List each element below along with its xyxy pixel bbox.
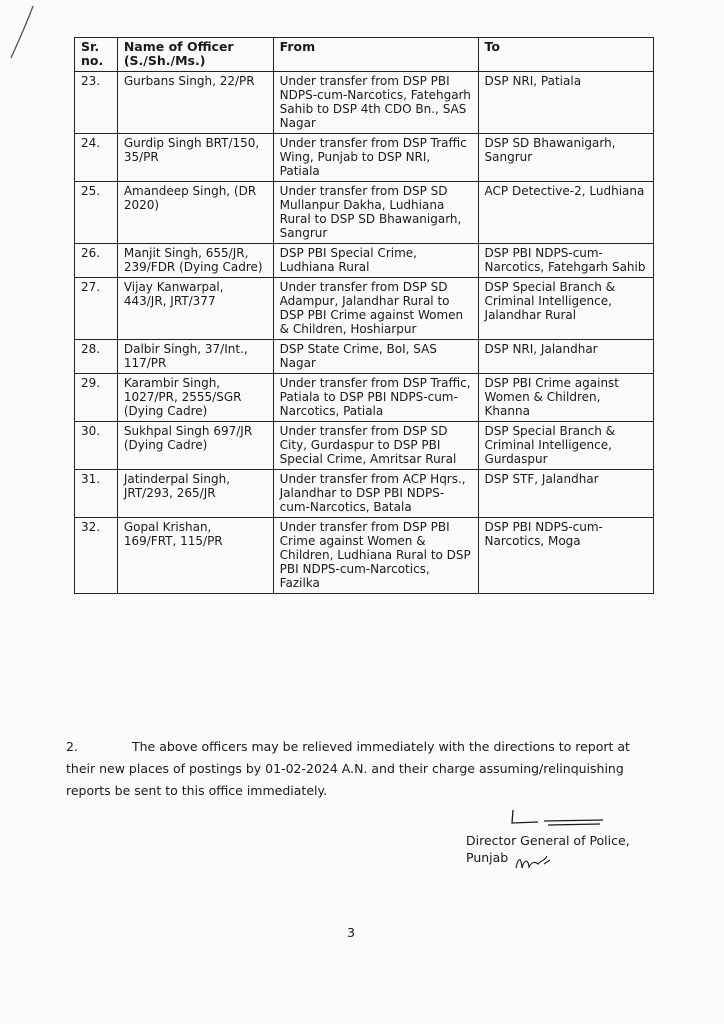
header-officer-name: Name of Officer (S./Sh./Ms.) xyxy=(117,38,273,72)
cell-officer-name: Vijay Kanwarpal, 443/JR, JRT/377 xyxy=(117,278,273,340)
cell-sr-no: 24. xyxy=(75,134,118,182)
cell-to: DSP Special Branch & Criminal Intelligence, Jalandhar Rural xyxy=(478,278,653,340)
header-sr-no: Sr. no. xyxy=(75,38,118,72)
table-row xyxy=(75,422,654,470)
pen-stroke-mark xyxy=(0,0,40,70)
page-number: 3 xyxy=(347,925,355,940)
cell-officer-name: Karambir Singh, 1027/PR, 2555/SGR (Dying Cadre) xyxy=(117,374,273,422)
table-body xyxy=(75,72,654,594)
cell-to: DSP SD Bhawanigarh, Sangrur xyxy=(478,134,653,182)
cell-from: Under transfer from DSP SD Mullanpur Dakha, Ludhiana Rural to DSP SD Bhawanigarh, Sangrur xyxy=(273,182,478,244)
cell-to: DSP PBI NDPS-cum-Narcotics, Moga xyxy=(478,518,653,594)
header-from: From xyxy=(273,38,478,72)
cell-sr-no: 32. xyxy=(75,518,118,594)
cell-to: DSP NRI, Jalandhar xyxy=(478,340,653,374)
paragraph-text: The above officers may be relieved immediately with the directions to report at their new places of postings by 01-02-2024 A.N. and their charge assuming/relinquishing reports be sent to this office immediately. xyxy=(66,739,630,798)
cell-sr-no: 27. xyxy=(75,278,118,340)
table-row xyxy=(75,244,654,278)
paragraph-number: 2. xyxy=(66,739,78,754)
cell-sr-no: 30. xyxy=(75,422,118,470)
cell-to: DSP PBI NDPS-cum-Narcotics, Fatehgarh Sahib xyxy=(478,244,653,278)
cell-sr-no: 29. xyxy=(75,374,118,422)
cell-officer-name: Sukhpal Singh 697/JR (Dying Cadre) xyxy=(117,422,273,470)
cell-to: DSP Special Branch & Criminal Intelligence, Gurdaspur xyxy=(478,422,653,470)
cell-officer-name: Gopal Krishan, 169/FRT, 115/PR xyxy=(117,518,273,594)
table-header-row xyxy=(75,38,654,72)
table-row xyxy=(75,278,654,340)
cell-from: Under transfer from DSP SD City, Gurdaspur to DSP PBI Special Crime, Amritsar Rural xyxy=(273,422,478,470)
cell-officer-name: Dalbir Singh, 37/Int., 117/PR xyxy=(117,340,273,374)
table-row xyxy=(75,72,654,134)
cell-sr-no: 31. xyxy=(75,470,118,518)
table-row xyxy=(75,340,654,374)
cell-from: Under transfer from DSP PBI Crime against Women & Children, Ludhiana Rural to DSP PBI NDPS-cum-Narcotics, Fazilka xyxy=(273,518,478,594)
cell-from: Under transfer from DSP Traffic, Patiala to DSP PBI NDPS-cum-Narcotics, Patiala xyxy=(273,374,478,422)
cell-officer-name: Manjit Singh, 655/JR, 239/FDR (Dying Cadre) xyxy=(117,244,273,278)
cell-to: DSP PBI Crime against Women & Children, Khanna xyxy=(478,374,653,422)
signatory-designation: Director General of Police, xyxy=(466,833,630,848)
cell-to: ACP Detective-2, Ludhiana xyxy=(478,182,653,244)
cell-from: DSP PBI Special Crime, Ludhiana Rural xyxy=(273,244,478,278)
cell-sr-no: 26. xyxy=(75,244,118,278)
table-row xyxy=(75,374,654,422)
cell-sr-no: 23. xyxy=(75,72,118,134)
table-row xyxy=(75,134,654,182)
cell-officer-name: Gurbans Singh, 22/PR xyxy=(117,72,273,134)
table-row xyxy=(75,182,654,244)
cell-officer-name: Amandeep Singh, (DR 2020) xyxy=(117,182,273,244)
signature-scribble xyxy=(508,808,608,830)
header-to: To xyxy=(478,38,653,72)
cell-from: Under transfer from DSP Traffic Wing, Punjab to DSP NRI, Patiala xyxy=(273,134,478,182)
cell-to: DSP STF, Jalandhar xyxy=(478,470,653,518)
table-row xyxy=(75,470,654,518)
cell-to: DSP NRI, Patiala xyxy=(478,72,653,134)
cell-sr-no: 28. xyxy=(75,340,118,374)
cell-from: Under transfer from DSP PBI NDPS-cum-Narcotics, Fatehgarh Sahib to DSP 4th CDO Bn., SAS Nagar xyxy=(273,72,478,134)
cell-officer-name: Jatinderpal Singh, JRT/293, 265/JR xyxy=(117,470,273,518)
table-row xyxy=(75,518,654,594)
closing-paragraph xyxy=(66,736,656,802)
cell-from: Under transfer from DSP SD Adampur, Jalandhar Rural to DSP PBI Crime against Women & Children, Hoshiarpur xyxy=(273,278,478,340)
cell-officer-name: Gurdip Singh BRT/150, 35/PR xyxy=(117,134,273,182)
handwritten-initials xyxy=(514,852,554,872)
signatory-state: Punjab xyxy=(466,850,509,865)
postings-table xyxy=(74,37,654,594)
cell-sr-no: 25. xyxy=(75,182,118,244)
cell-from: DSP State Crime, BoI, SAS Nagar xyxy=(273,340,478,374)
cell-from: Under transfer from ACP Hqrs., Jalandhar to DSP PBI NDPS-cum-Narcotics, Batala xyxy=(273,470,478,518)
